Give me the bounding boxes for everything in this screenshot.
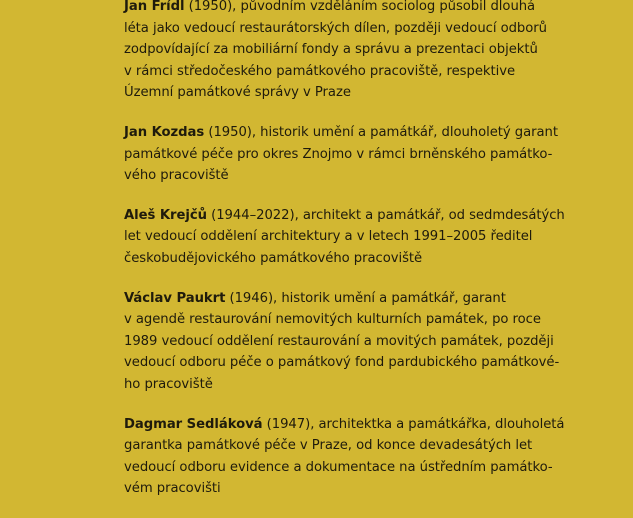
entry-line: českobudějovického památkového pracoviště bbox=[124, 250, 423, 266]
entry-line: Územní památkové správy v Praze bbox=[124, 85, 351, 101]
entry-line bbox=[124, 122, 558, 144]
entry-line: garantka památkové péče v Praze, od konce devadesátých let bbox=[124, 438, 533, 454]
person-name: Jan Frídl bbox=[124, 0, 185, 14]
entry-line: památkové péče pro okres Znojmo v rámci brněnského památko- bbox=[124, 146, 553, 162]
document-page bbox=[124, 0, 565, 518]
entry-line: v agendě restaurování nemovitých kulturních památek, po roce bbox=[124, 312, 541, 328]
entry-line: 1989 vedoucí oddělení restaurování a movitých památek, později bbox=[124, 333, 554, 349]
entry-line: let vedoucí oddělení architektury a v letech 1991–2005 ředitel bbox=[124, 229, 533, 245]
entry-line: zodpovídající za mobiliární fondy a správu a prezentaci objektů bbox=[124, 42, 538, 58]
entry-jan-fridl bbox=[124, 0, 547, 104]
person-name: Dagmar Sedláková bbox=[124, 416, 263, 432]
entry-text: (1944–2022), architekt a památkář, od sedmdesátých bbox=[206, 207, 565, 223]
entry-line bbox=[124, 0, 536, 18]
entry-line: vém pracovišti bbox=[124, 481, 221, 497]
entry-line: vedoucí odboru evidence a dokumentace na ústředním památko- bbox=[124, 459, 553, 475]
entry-text: (1950), historik umění a památkář, dlouholetý garant bbox=[204, 124, 558, 140]
entry-vaclav-paukrt bbox=[124, 288, 560, 396]
entry-jan-kozdas bbox=[124, 122, 558, 187]
entry-line bbox=[124, 205, 565, 227]
entry-line: vedoucí odboru péče o památkový fond pardubického památkové- bbox=[124, 355, 560, 371]
entry-ales-krejcu bbox=[124, 205, 565, 270]
person-name: Václav Paukrt bbox=[124, 290, 226, 306]
entry-text: (1947), architektka a památkářka, dlouholetá bbox=[262, 416, 565, 432]
entry-line bbox=[124, 414, 565, 436]
entry-text: (1950), původním vzděláním sociolog působil dlouhá bbox=[184, 0, 536, 14]
entry-line: léta jako vedoucí restaurátorských dílen, později vedoucí odborů bbox=[124, 20, 547, 36]
person-name: Jan Kozdas bbox=[124, 124, 205, 140]
entry-line: vého pracoviště bbox=[124, 168, 229, 184]
entry-line: ho pracoviště bbox=[124, 376, 213, 392]
entry-line bbox=[124, 288, 524, 310]
entry-text: (1946), historik umění a památkář, garant bbox=[225, 290, 506, 306]
person-name: Aleš Krejčů bbox=[124, 207, 207, 223]
entry-dagmar-sedlakova bbox=[124, 414, 565, 500]
entry-line: v rámci středočeského památkového pracoviště, respektive bbox=[124, 63, 516, 79]
